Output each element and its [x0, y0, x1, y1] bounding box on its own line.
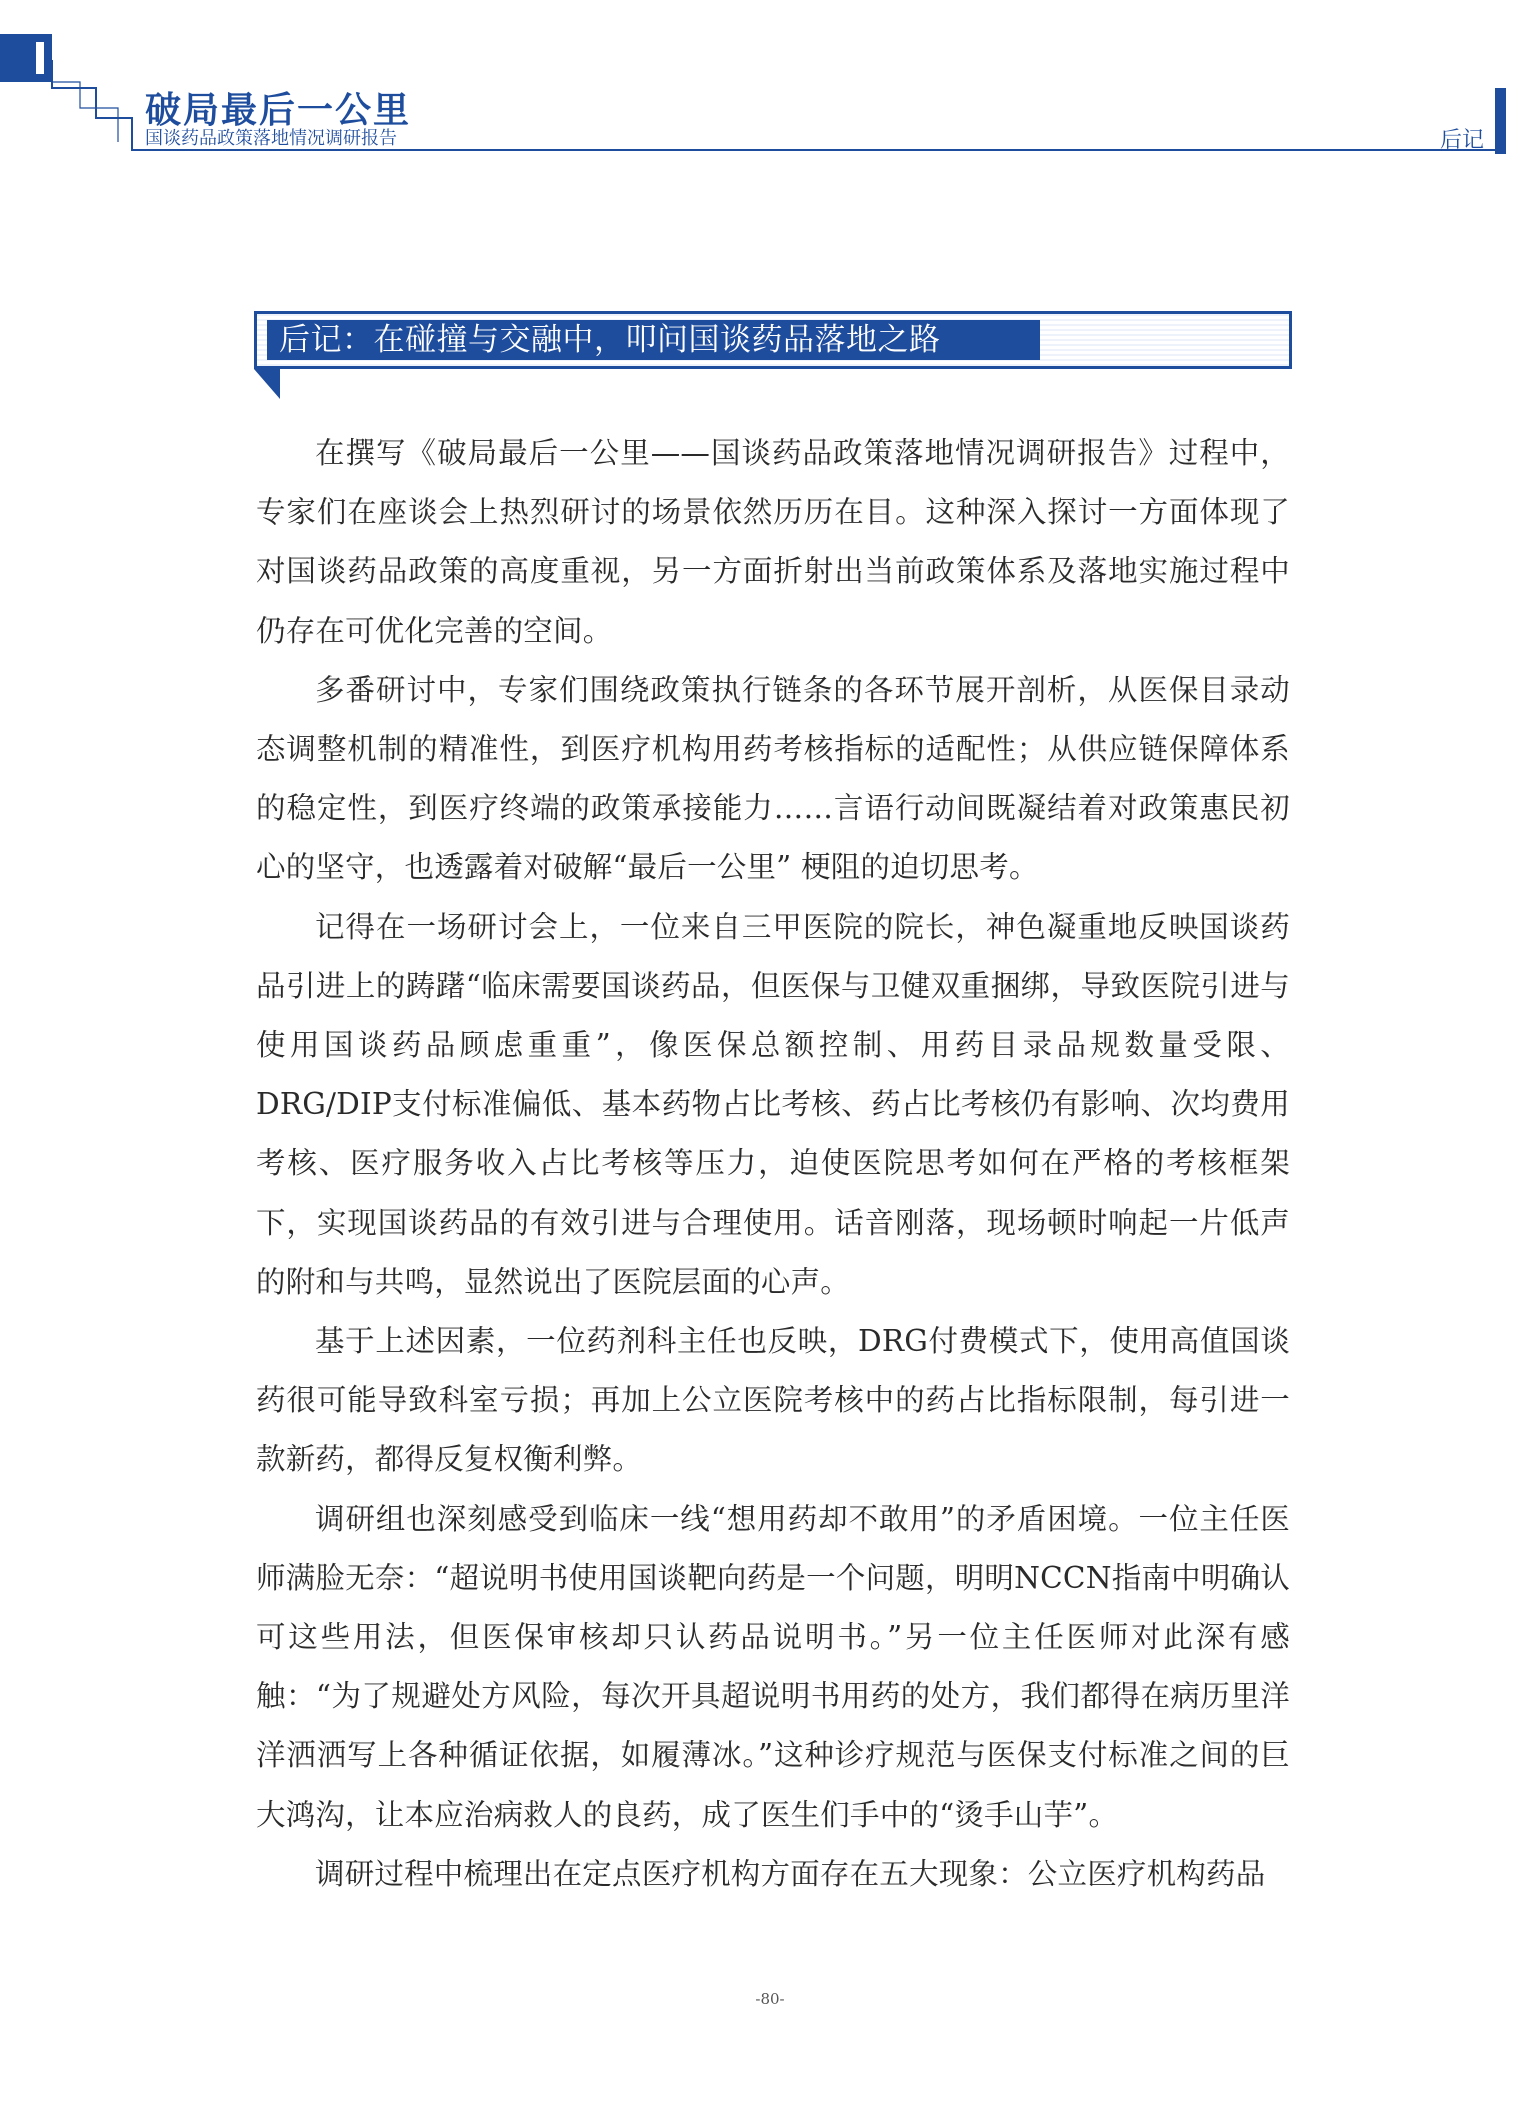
- header-subtitle: 国谈药品政策落地情况调研报告: [145, 128, 397, 149]
- paragraph: 多番研讨中，专家们围绕政策执行链条的各环节展开剖析，从医保目录动态调整机制的精准性，到医疗机构用药考核指标的适配性；从供应链保障体系的稳定性，到医疗终端的政策承接能力……言语行动间既凝结着对政策惠民初心的坚守，也透露着对破解“最后一公里” 梗阻的迫切思考。: [256, 672, 1290, 885]
- paragraph: 在撰写《破局最后一公里——国谈药品政策落地情况调研报告》过程中，专家们在座谈会上热烈研讨的场景依然历历在目。这种深入探讨一方面体现了对国谈药品政策的高度重视，另一方面折射出当前政策体系及落地实施过程中仍存在可优化完善的空间。: [256, 436, 1290, 648]
- body-text: [256, 424, 1290, 1904]
- paragraph: 调研过程中梳理出在定点医疗机构方面存在五大现象：公立医疗机构药品: [315, 1856, 1266, 1891]
- header-title: 破局最后一公里: [145, 90, 412, 131]
- header-right-tab: [1495, 88, 1506, 154]
- paragraph: 基于上述因素，一位药剂科主任也反映，DRG付费模式下，使用高值国谈药很可能导致科室亏损；再加上公立医院考核中的药占比指标限制，每引进一款新药，都得反复权衡利弊。: [256, 1324, 1290, 1477]
- paragraph: 记得在一场研讨会上，一位来自三甲医院的院长，神色凝重地反映国谈药品引进上的踌躇“临床需要国谈药品，但医保与卫健双重捆绑，导致医院引进与使用国谈药品顾虑重重”，像医保总额控制、用药目录品规数量受限、DRG/DIP支付标准偏低、基本药物占比考核、药占比考核仍有影响、次均费用考核、医疗服务收入占比考核等压力，迫使医院思考如何在严格的考核框架下，实现国谈药品的有效引进与合理使用。话音刚落，现场顿时响起一片低声的附和与共鸣，显然说出了医院层面的心声。: [256, 909, 1290, 1299]
- chapter-banner-tail: [254, 369, 280, 399]
- section-label: 后记: [1439, 128, 1484, 153]
- chapter-title: 后记：在碰撞与交融中，叩问国谈药品落地之路: [279, 322, 941, 358]
- page-number: -80-: [755, 1990, 785, 2008]
- paragraph: 调研组也深刻感受到临床一线“想用药却不敢用”的矛盾困境。一位主任医师满脸无奈：“超说明书使用国谈靶向药是一个问题，明明NCCN指南中明确认可这些用法，但医保审核却只认药品说明书。”另一位主任医师对此深有感触：“为了规避处方风险，每次开具超说明书用药的处方，我们都得在病历里洋洋洒洒写上各种循证依据，如履薄冰。”这种诊疗规范与医保支付标准之间的巨大鸿沟，让本应治病救人的良药，成了医生们手中的“烫手山芋”。: [256, 1501, 1290, 1832]
- chapter-banner: [254, 311, 1292, 369]
